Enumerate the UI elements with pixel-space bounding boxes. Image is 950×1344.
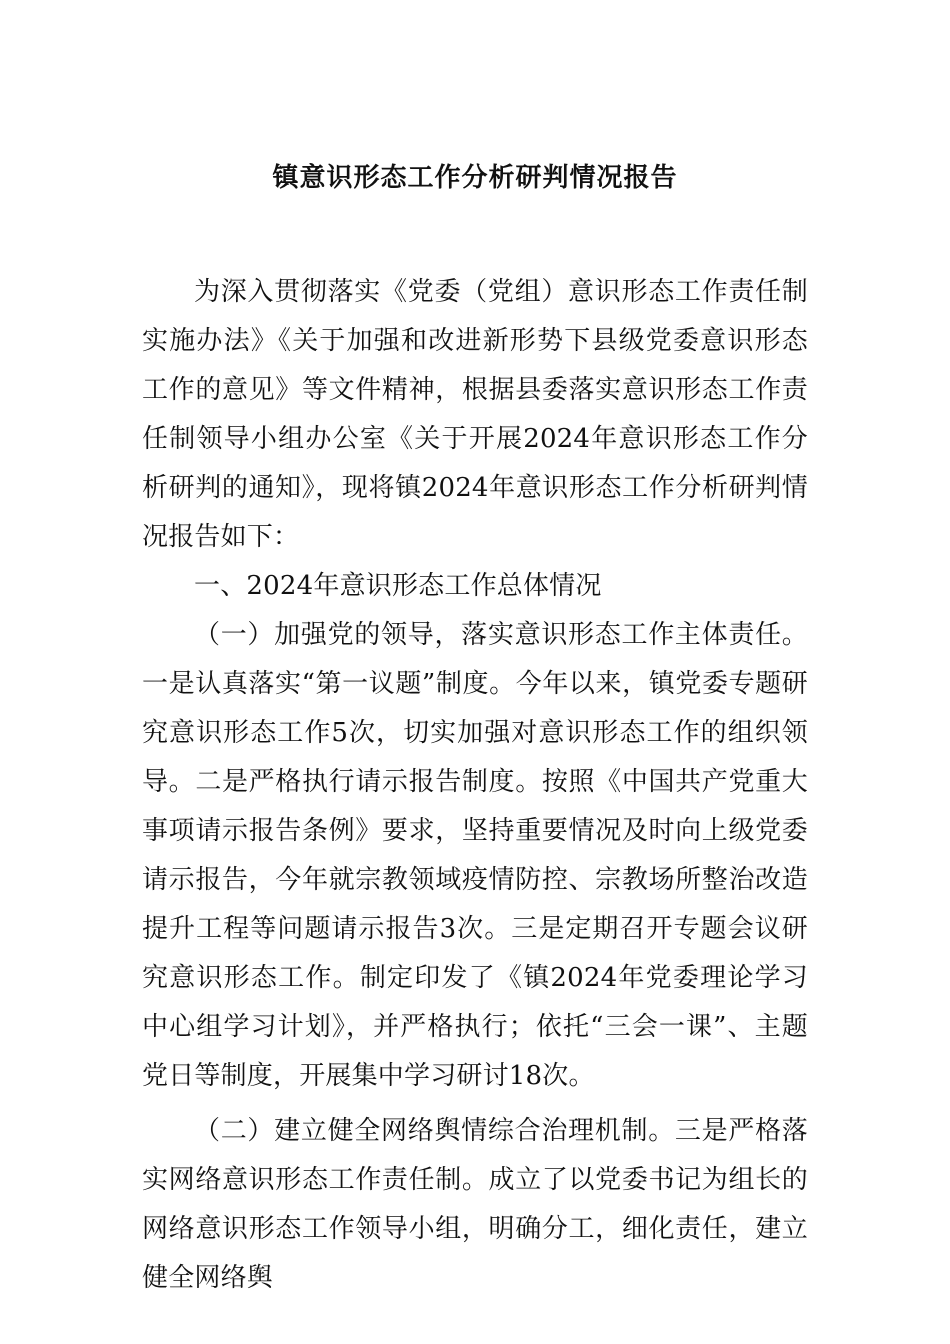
paragraph-intro: 为深入贯彻落实《党委（党组）意识形态工作责任制实施办法》《关于加强和改进新形势下县级党委意识形态工作的意见》等文件精神，根据县委落实意识形态工作责任制领导小组办公室《关于开展2024年意识形态工作分析研判的通知》，现将镇2024年意识形态工作分析研判情况报告如下： <box>142 277 808 552</box>
paragraph-subsection-2: （二）建立健全网络舆情综合治理机制。三是严格落实网络意识形态工作责任制。成立了以党委书记为组长的网络意识形态工作领导小组，明确分工，细化责任，建立健全网络舆 <box>142 1116 808 1293</box>
paragraph-subsection-1: （一）加强党的领导，落实意识形态工作主体责任。一是认真落实“第一议题”制度。今年以来，镇党委专题研究意识形态工作5次，切实加强对意识形态工作的组织领导。二是严格执行请示报告制度。按照《中国共产党重大事项请示报告条例》要求，坚持重要情况及时向上级党委请示报告，今年就宗教领域疫情防控、宗教场所整治改造提升工程等问题请示报告3次。三是定期召开专题会议研究意识形态工作。制定印发了《镇2024年党委理论学习中心组学习计划》，并严格执行；依托“三会一课”、主题党日等制度，开展集中学习研讨18次。 <box>142 620 808 1091</box>
section-heading-1: 一、2024年意识形态工作总体情况 <box>194 571 602 601</box>
document-title: 镇意识形态工作分析研判情况报告 <box>272 163 678 193</box>
document-body <box>142 268 808 1303</box>
